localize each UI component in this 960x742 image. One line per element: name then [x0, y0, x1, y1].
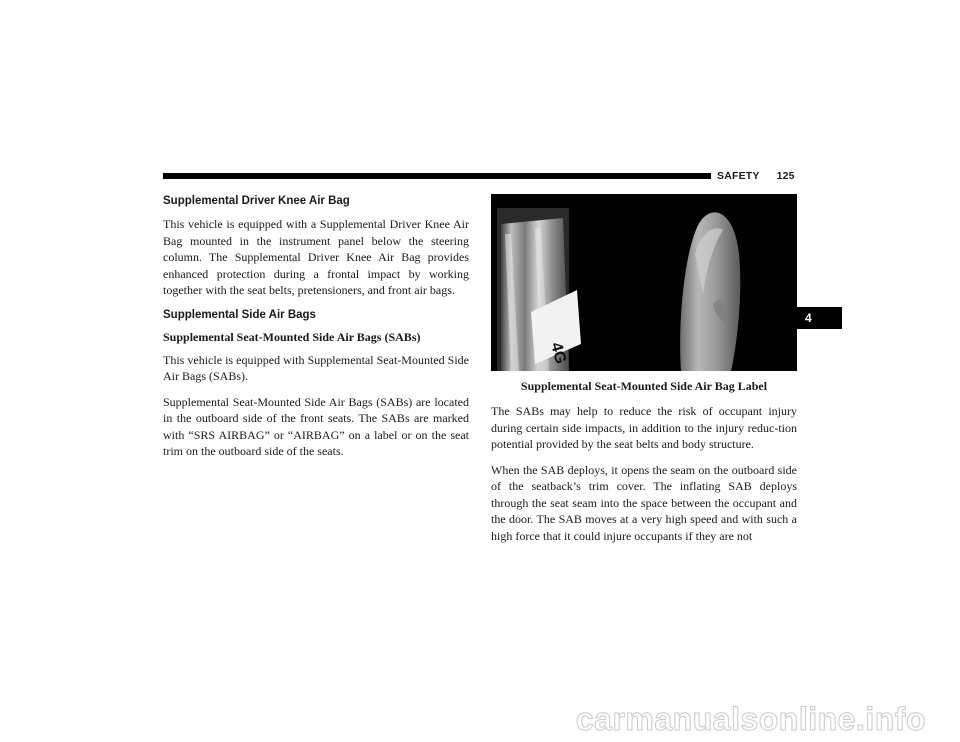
heading-driver-knee-air-bag: Supplemental Driver Knee Air Bag: [163, 195, 350, 207]
section-title: SAFETY: [717, 170, 760, 182]
subheading-seat-mounted-sabs: Supplemental Seat-Mounted Side Air Bags (SABs): [163, 329, 421, 344]
paragraph-sabs-location: Supplemental Seat-Mounted Side Air Bags (SABs) are located in the outboard side of the front seats. The SABs are marked with “SRS AIRBAG” or “AIRBAG” on a label or on the seat trim on the outboard side of the seats.: [163, 394, 469, 458]
svg-text:4G: 4G: [547, 340, 570, 366]
seat-photo-illustration: [491, 194, 797, 371]
svg-text:carmanualsonline.info: carmanualsonline.info: [575, 701, 926, 736]
running-head: [717, 170, 795, 182]
heading-side-air-bags: Supplemental Side Air Bags: [163, 308, 316, 321]
watermark: [0, 700, 960, 741]
paragraph-sab-deployment: When the SAB deploys, it opens the seam on the outboard side of the seatback’s trim cover. The inflating SAB deploys through the seat seam into the space between the occupant and the door. The SAB moves at a very high speed and with such a high force that it could injure occupants if they are not: [491, 462, 797, 543]
right-column: [491, 194, 797, 553]
side-air-bag-label-photo: [491, 194, 797, 371]
header-rule: [163, 173, 711, 179]
paragraph-knee-air-bag: This vehicle is equipped with a Supplemental Driver Knee Air Bag mounted in the instrument panel below the steering column. The Supplemental Driver Knee Air Bag provides enhanced protection during a frontal impact by working together with the seat belts, pretensioners, and front air bags.: [163, 217, 469, 297]
figure-caption: Supplemental Seat-Mounted Side Air Bag Label: [520, 379, 768, 393]
paragraph-injury-risk: The SABs may help to reduce the risk of occupant injury during certain side impacts, in addition to the injury reduc-tion potential provided by the seat belts and body structure.: [491, 404, 797, 451]
paragraph-sabs-equipped: This vehicle is equipped with Supplemental Seat-Mounted Side Air Bags (SABs).: [163, 352, 469, 383]
page-number: 125: [776, 170, 795, 182]
left-column: [163, 194, 469, 469]
watermark-logo: [206, 700, 926, 736]
chapter-tab: 4: [797, 307, 842, 329]
